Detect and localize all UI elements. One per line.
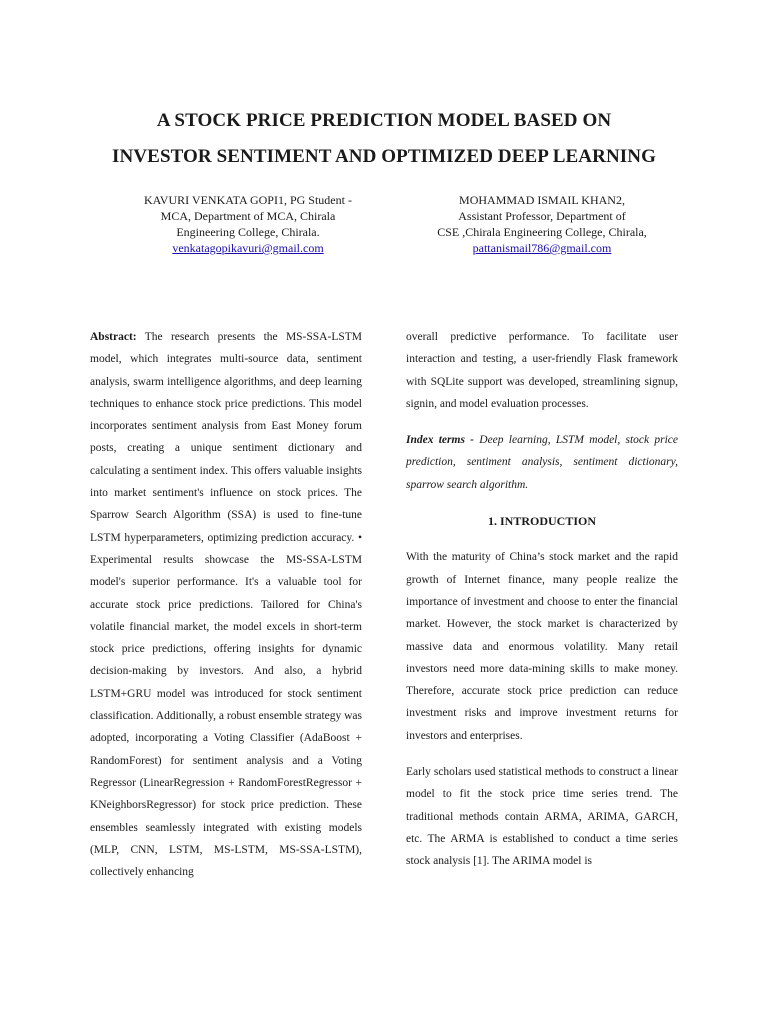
author-1-line-3: Engineering College, Chirala. xyxy=(176,225,320,239)
author-2-line-1: MOHAMMAD ISMAIL KHAN2, xyxy=(459,193,625,207)
author-2-email-link[interactable]: pattanismail786@gmail.com xyxy=(472,241,612,255)
introduction-paragraph-1: With the maturity of China’s stock market and the rapid growth of Internet finance, many people realize the importance of investment and choose to enter the financial market. However, the stock market is characterized by massive data and enormous volatility. Many retail investors need more data-mining skills to make money. Therefore, accurate stock price prediction can reduce investment risks and improve investment returns for investors and enterprises. xyxy=(406,551,678,742)
author-1-line-2: MCA, Department of MCA, Chirala xyxy=(160,209,336,223)
left-column xyxy=(90,326,362,883)
abstract-text: The research presents the MS-SSA-LSTM model, which integrates multi-source data, sentiment analysis, swarm intelligence algorithms, and deep learning techniques to enhance stock price predictions. This model incorporates sentiment analysis from East Money forum posts, creating a unique sentiment dictionary and calculating a sentiment index. This offers valuable insights into market sentiment's influence on stock prices. The Sparrow Search Algorithm (SSA) is used to fine-tune LSTM hyperparameters, optimizing prediction accuracy. • Experimental results showcase the MS-SSA-LSTM model's superior performance. It's a valuable tool for accurate stock price predictions. Tailored for China's volatile financial market, the model excels in short-term stock price predictions, offering insights for dynamic decision-making by investors. And also, a hybrid LSTM+GRU model was introduced for stock sentiment classification. Additionally, a robust ensemble strategy was adopted, incorporating a Voting Classifier (AdaBoost + RandomForest) for sentiment analysis and a Voting Regressor (LinearRegression + RandomForestRegressor + KNeighborsRegressor) for stock price prediction. These ensembles seamlessly integrated with existing models (MLP, CNN, LSTM, MS-LSTM, MS-SSA-LSTM), collectively enhancing xyxy=(90,331,362,879)
introduction-paragraph-2: Early scholars used statistical methods to construct a linear model to fit the stock price time series trend. The traditional methods contain ARMA, ARIMA, GARCH, etc. The ARMA is established to conduct a time series stock analysis [1]. The ARIMA model is xyxy=(406,766,678,868)
author-1-email-link[interactable]: venkatagopikavuri@gmail.com xyxy=(172,241,324,255)
index-terms-label: Index terms - xyxy=(406,434,475,447)
right-column xyxy=(406,326,678,873)
index-terms-text: Deep learning, LSTM model, stock price prediction, sentiment analysis, sentiment dictionary, sparrow search algorithm. xyxy=(406,434,679,491)
author-1-line-1: KAVURI VENKATA GOPI1, PG Student - xyxy=(144,193,352,207)
author-block-1 xyxy=(98,192,398,256)
paper-title-line-1: A STOCK PRICE PREDICTION MODEL BASED ON xyxy=(156,110,612,131)
index-terms-paragraph xyxy=(406,429,678,496)
abstract-paragraph xyxy=(90,326,362,883)
author-2-line-2: Assistant Professor, Department of xyxy=(458,209,626,223)
abstract-continuation: overall predictive performance. To facilitate user interaction and testing, a user-friendly Flask framework with SQLite support was developed, streamlining signup, signin, and model evaluation processes. xyxy=(406,331,678,410)
author-2-line-3: CSE ,Chirala Engineering College, Chirala, xyxy=(437,225,647,239)
paper-title-line-2: INVESTOR SENTIMENT AND OPTIMIZED DEEP LEARNING xyxy=(112,146,656,167)
abstract-label: Abstract: xyxy=(90,331,137,343)
author-block-2 xyxy=(392,192,692,256)
introduction-heading: 1. INTRODUCTION xyxy=(487,514,596,529)
